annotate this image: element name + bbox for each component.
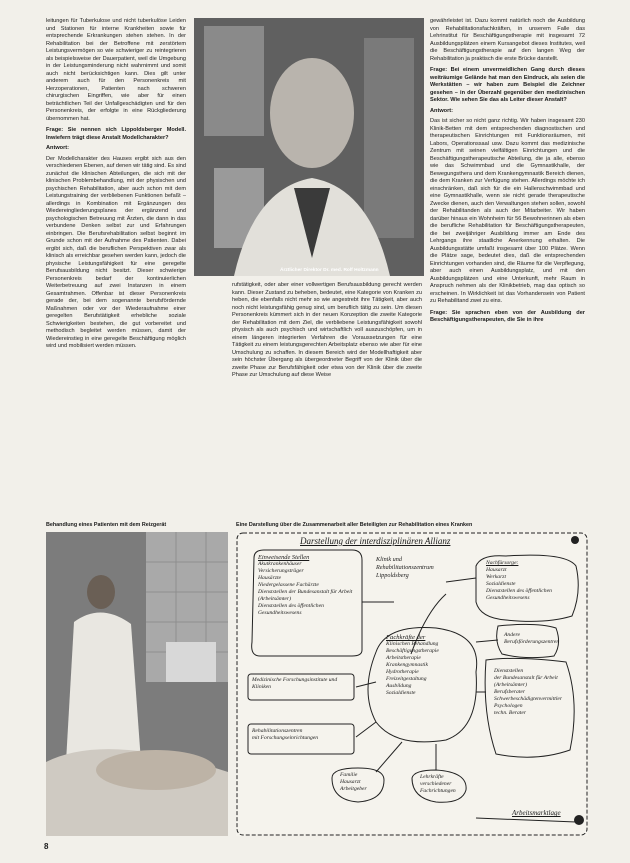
col1-paragraph: leitungen für Tuberkulose und nicht tuberkulöse Leiden und Stationen für interne Krankheiten sowie für entsprechende Erkrankungen stehen stehen. In der Rehabilitation bei der Betroffene mit zerstörtem Leistungsvermögen so wie schwieriger zu reintegrieren als beispielsweise der Dauerpatient, weil die Umgebung in der Leistungsminderung nicht wahrnimmt und somit auch nicht berücksichtigen kann. Dies gilt unter anderem auch für den Personenkreis mit Herzoperationen, Patienten nach schweren chirurgischen Eingriffen, wie aber für einen beträchtlichen Teil der Unfallgeschädigten und für den Personenkreis, der erfolgte in eine Rückgliederung übernommen hat.: [46, 18, 186, 122]
lehr-box: [420, 774, 468, 795]
einweisende-line: Dienststellen der Bundesanstalt für Arbeit: [258, 589, 353, 595]
photo-director-portrait: [194, 18, 424, 276]
einweisende-line: Niedergelassene Fachärzte: [258, 582, 319, 588]
caption-treatment: Behandlung eines Patienten mit dem Reizgerät: [46, 522, 167, 528]
nachfuersorge-line: Gesundheitswesens: [486, 595, 530, 601]
col3-question-2: Frage: Sie sprachen eben von der Ausbildung der Beschäftigungstherapeuten, die Sie in ihre: [430, 309, 585, 323]
fachkraefte-line: Freizeitgestaltung: [386, 676, 427, 682]
klinik-label: [376, 556, 456, 580]
lehr-line: verschiedener: [420, 781, 452, 787]
column-3-text: [430, 18, 585, 516]
lehr-line: Fachrichtungen: [420, 788, 456, 794]
dienststellen-line: (Arbeitsämter): [494, 682, 527, 688]
nachfuersorge-box: [486, 560, 574, 602]
fachkraefte-line: Ausbildung: [386, 683, 412, 689]
rehab-box: [252, 728, 352, 742]
nachfuersorge-line: Dienststellen des öffentlichen: [486, 588, 552, 594]
fachkraefte-title: Fachkräfte der: [386, 634, 426, 641]
alliance-diagram: [236, 532, 588, 836]
fachkraefte-line: Sozialdienste: [386, 690, 416, 696]
fachkraefte-line: Beschäftigungstherapie: [386, 648, 439, 654]
klinik-line: Klinik und Rehabilitationszentrum: [376, 556, 434, 571]
fachkraefte-box: [386, 634, 474, 697]
einweisende-line: Versicherungsträger: [258, 568, 304, 574]
lehr-line: Lehrkräfte: [420, 774, 444, 780]
photo-treatment: [46, 532, 228, 836]
familie-box: [340, 772, 384, 793]
medizin-line: Medizinische Forschungsinstitute und Kliniken: [252, 677, 338, 690]
dienststellen-box: [494, 668, 568, 717]
col3-paragraph: gewährleistet ist. Dazu kommt natürlich noch die Ausbildung von Rehabilitationsfachkräften, in unserem Falle das Lehrinstitut für Beschäftigungstherapie mit insgesamt 72 Ausbildungsplätzen einem Kursangebot dieses Institutes, weil die Beschäftigungstherapie auf den langen Weg der Rehabilitation ja praktisch die erste Brücke darstellt.: [430, 18, 585, 62]
col3-answer-label: Antwort:: [430, 107, 453, 114]
fachkraefte-line: Krankengymnastik: [386, 662, 428, 668]
familie-line: Familie: [340, 772, 358, 778]
dienststellen-line: der Bundesanstalt für Arbeit: [494, 675, 558, 681]
andere-box: [504, 632, 560, 646]
familie-line: Hausarzt: [340, 779, 361, 785]
nachfuersorge-title: Nachfürsorge:: [486, 560, 519, 566]
col3-answer: Das ist sicher so nicht ganz richtig. Wir haben insgesamt 230 Klinik-Betten mit dem entsprechenden diagnostischen und therapeutischen Einrichtungen mit Funktionsräumen, mit Labors, Operationssaal usw. Dazu kommt das medizinische Zentrum mit seinen vielfältigen Einrichtungen und die Beschäftigungstherapeutische Abteilung, die ja alle, ebenso wie das Schwimmbad und die Gymnastikhalle, der Bewegungsthera und dem Krankengymnastik Bereich dienen, die dem Kranken zur Verfügung stehen. Allerdings möchte ich einschränken, daß sich für die ein Hallenschwimmbad und eine Gymnastikhalle, wenn sie nicht gerade therapeutische Zwecke dienen, auch den Verwaltungen stehen sollen, sowohl der Rehabilitanden als auch der Mitarbeiter. Wir haben darüber hinaus ein Wohnheim für 56 Bewohnerinnen als eben die berufliche Rehabilitation für Beschäftigungstherapeuten, die bei zweijähriger Ausbildung immer am Ende des Lehrgangs ihre staatliche Anerkennung erhalten. Die Ausbildungsstätte umfaßt insgesamt über 100 Plätze. Wenn die Plätze sage, bedeutet dies, daß die entsprechenden Einrichtungen vorhanden sind, die Räume für die Verpflegung, aber auch einen Ausbildungsplatz, und mit den Ausbildungsplätzen und eine Unterkunft, mehr Raum in Anspruch nehmen als der Klinikbetrieb, mag das optisch so erscheinen. In Wirklichkeit ist das Vorhandensein von Patient zu Rehabilitand zwei zu eins.: [430, 118, 585, 304]
einweisende-box: [258, 554, 358, 617]
fachkraefte-line: Arbeitstherapie: [386, 655, 421, 661]
rehab-line: mit Forschungseinrichtungen: [252, 735, 319, 741]
nachfuersorge-line: Sozialdienste: [486, 581, 516, 587]
dienststellen-line: Psychologen: [494, 703, 523, 709]
familie-line: Arbeitgeber: [340, 786, 367, 792]
dienststellen-line: Dienststellen: [494, 668, 524, 674]
nachfuersorge-line: Hausarzt: [486, 567, 507, 573]
fachkraefte-line: Klinischen Behandlung: [386, 641, 439, 647]
einweisende-line: Hausärzte: [258, 575, 281, 581]
andere-line: Andere Berufsförderungszentren: [504, 632, 560, 645]
rehab-line: Rehabilitationszentren: [252, 728, 303, 734]
einweisende-line: (Arbeitsämter): [258, 596, 291, 602]
klinik-line: Lippoldsberg: [376, 572, 409, 579]
einweisende-line: Akutkrankenhäuser: [258, 561, 302, 567]
einweisende-line: Dienststellen des öffentlichen Gesundheitswesens: [258, 603, 324, 616]
arbeitsmarkt-label: Arbeitsmarktlage: [512, 809, 561, 817]
medizin-box: [252, 677, 352, 691]
einweisende-title: Einweisende Stellen: [258, 554, 310, 561]
dienststellen-line: Schwerbeschädigtenvermittler: [494, 696, 563, 702]
column-1-text: [46, 18, 186, 513]
caption-director: Ärztlicher Direktor Dr. med. Rolf Holtzmann: [280, 268, 379, 273]
nachfuersorge-line: Werkarzt: [486, 574, 506, 580]
col1-answer-label: Antwort:: [46, 145, 69, 151]
col2-paragraph: rufstätigkeit, oder aber einer vollwertigen Berufsausbildung gerecht werden kann. Dieser Zustand zu beheben, bedeutet, eine Kategorie von Kranken zu heben, die ebenfalls nicht mehr so wie angestrebt ihre Tätigkeit, aber auch noch nicht leistungsfähig genug sind, um beruflich tätig zu sein. Um diesen Personenkreis kümmert sich in der neuen Konzeption die zweite Kategorie der Rehabilitation mit dem Ziel, die verbliebene Leistungsfähigkeit sowohl physisch als auch psychisch und wirtschaftlich voll auszuschöpfen, um in einem längeren integrierten Verfahren die Voraussetzungen für eine Tätigkeit zu einem leistungsgerechten Arbeitsplatz ebenso wie aber für eine Umschulung zu schaffen. In diesem Bereich wird der Modellhaftigkeit aber sein höchster Übergang als übergeordneter Begriff von der Klinik über die zweite Phase zur Berufsfähigkeit oder etwa von der Klinik über die zweite Phase zur Umschulung auf diese Weise: [232, 282, 422, 378]
dienststellen-line: Berufsberater: [494, 689, 526, 695]
fachkraefte-line: Hydrotherapie: [386, 669, 419, 675]
dienststellen-line: techn. Berater: [494, 710, 526, 716]
page-number: 8: [44, 842, 49, 851]
col1-answer: Der Modellcharakter des Hauses ergibt sich aus den verschiedenen Ebenen, auf denen wir tätig sind. Es sind zunächst die klinischen Abteilungen, die sich mit der klinischen Problembehandlung, mit der physischen und psychischen Rehabilitation, aber auch schon mit dem Leistungstraining der verbliebenen Funktionen befaßt – allerdings in Kombination mit Ergänzungen des Wiedereingliederungsplanes der ergänzend und psychologischen Betreuung mit Ärzten, die dann in das verbundene Denken selbst zur und Erfahrungen einbringen. Die Berufsrehabilitation selbst beginnt im Grunde schon mit der Aufnahme des Patienten. Dabei ergibt sich, daß die beruflichen Perspektiven zwar als klinisch als erreichbar gesehen werden kann, jedoch die physische Leistungsfähigkeit für eine geregelte Berufsausbildung nicht besitzt. Dieser schwierige Personenkreis bedarf der kontinuierlichen Weiterbetreuung auf zwei Instanzen in einem Gesamtrahmen. Offenbar ist dieser Personenkreis gerade der, bei dem sogenannte berufsfördernde Maßnahmen oder vor der Wiederaufnahme einer geregelten Berufstätigkeit erhebliche soziale Schwierigkeiten bestehen, die gut vorbereitet und methodisch begleitet werden müssen, damit der Wiedereinstieg in eine geregelte Beschäftigung möglich wird und mobilisiert werden müssen.: [46, 155, 186, 349]
column-2-text: [232, 282, 422, 512]
col3-question-1: Frage: Bei einem unvermeidlichen Gang durch dieses weiträumige Gelände hat man den Eindruck, als seien die Werkstätten – wir haben zum Beispiel die Zeichner gesehen – in der Überzahl gegenüber den medizinischen Sektor. Wie sehen Sie das als Leiter dieser Anstalt?: [430, 67, 585, 103]
caption-diagram: Eine Darstellung über die Zusammenarbeit aller Beteiligten zur Rehabilitation eines Kranken: [236, 522, 473, 528]
col1-question: Frage: Sie nennen sich Lippoldsberger Modell. Inwiefern trägt diese Anstalt Modellcharakter?: [46, 127, 186, 141]
diagram-title: Darstellung der interdisziplinären Allianz: [300, 536, 451, 546]
